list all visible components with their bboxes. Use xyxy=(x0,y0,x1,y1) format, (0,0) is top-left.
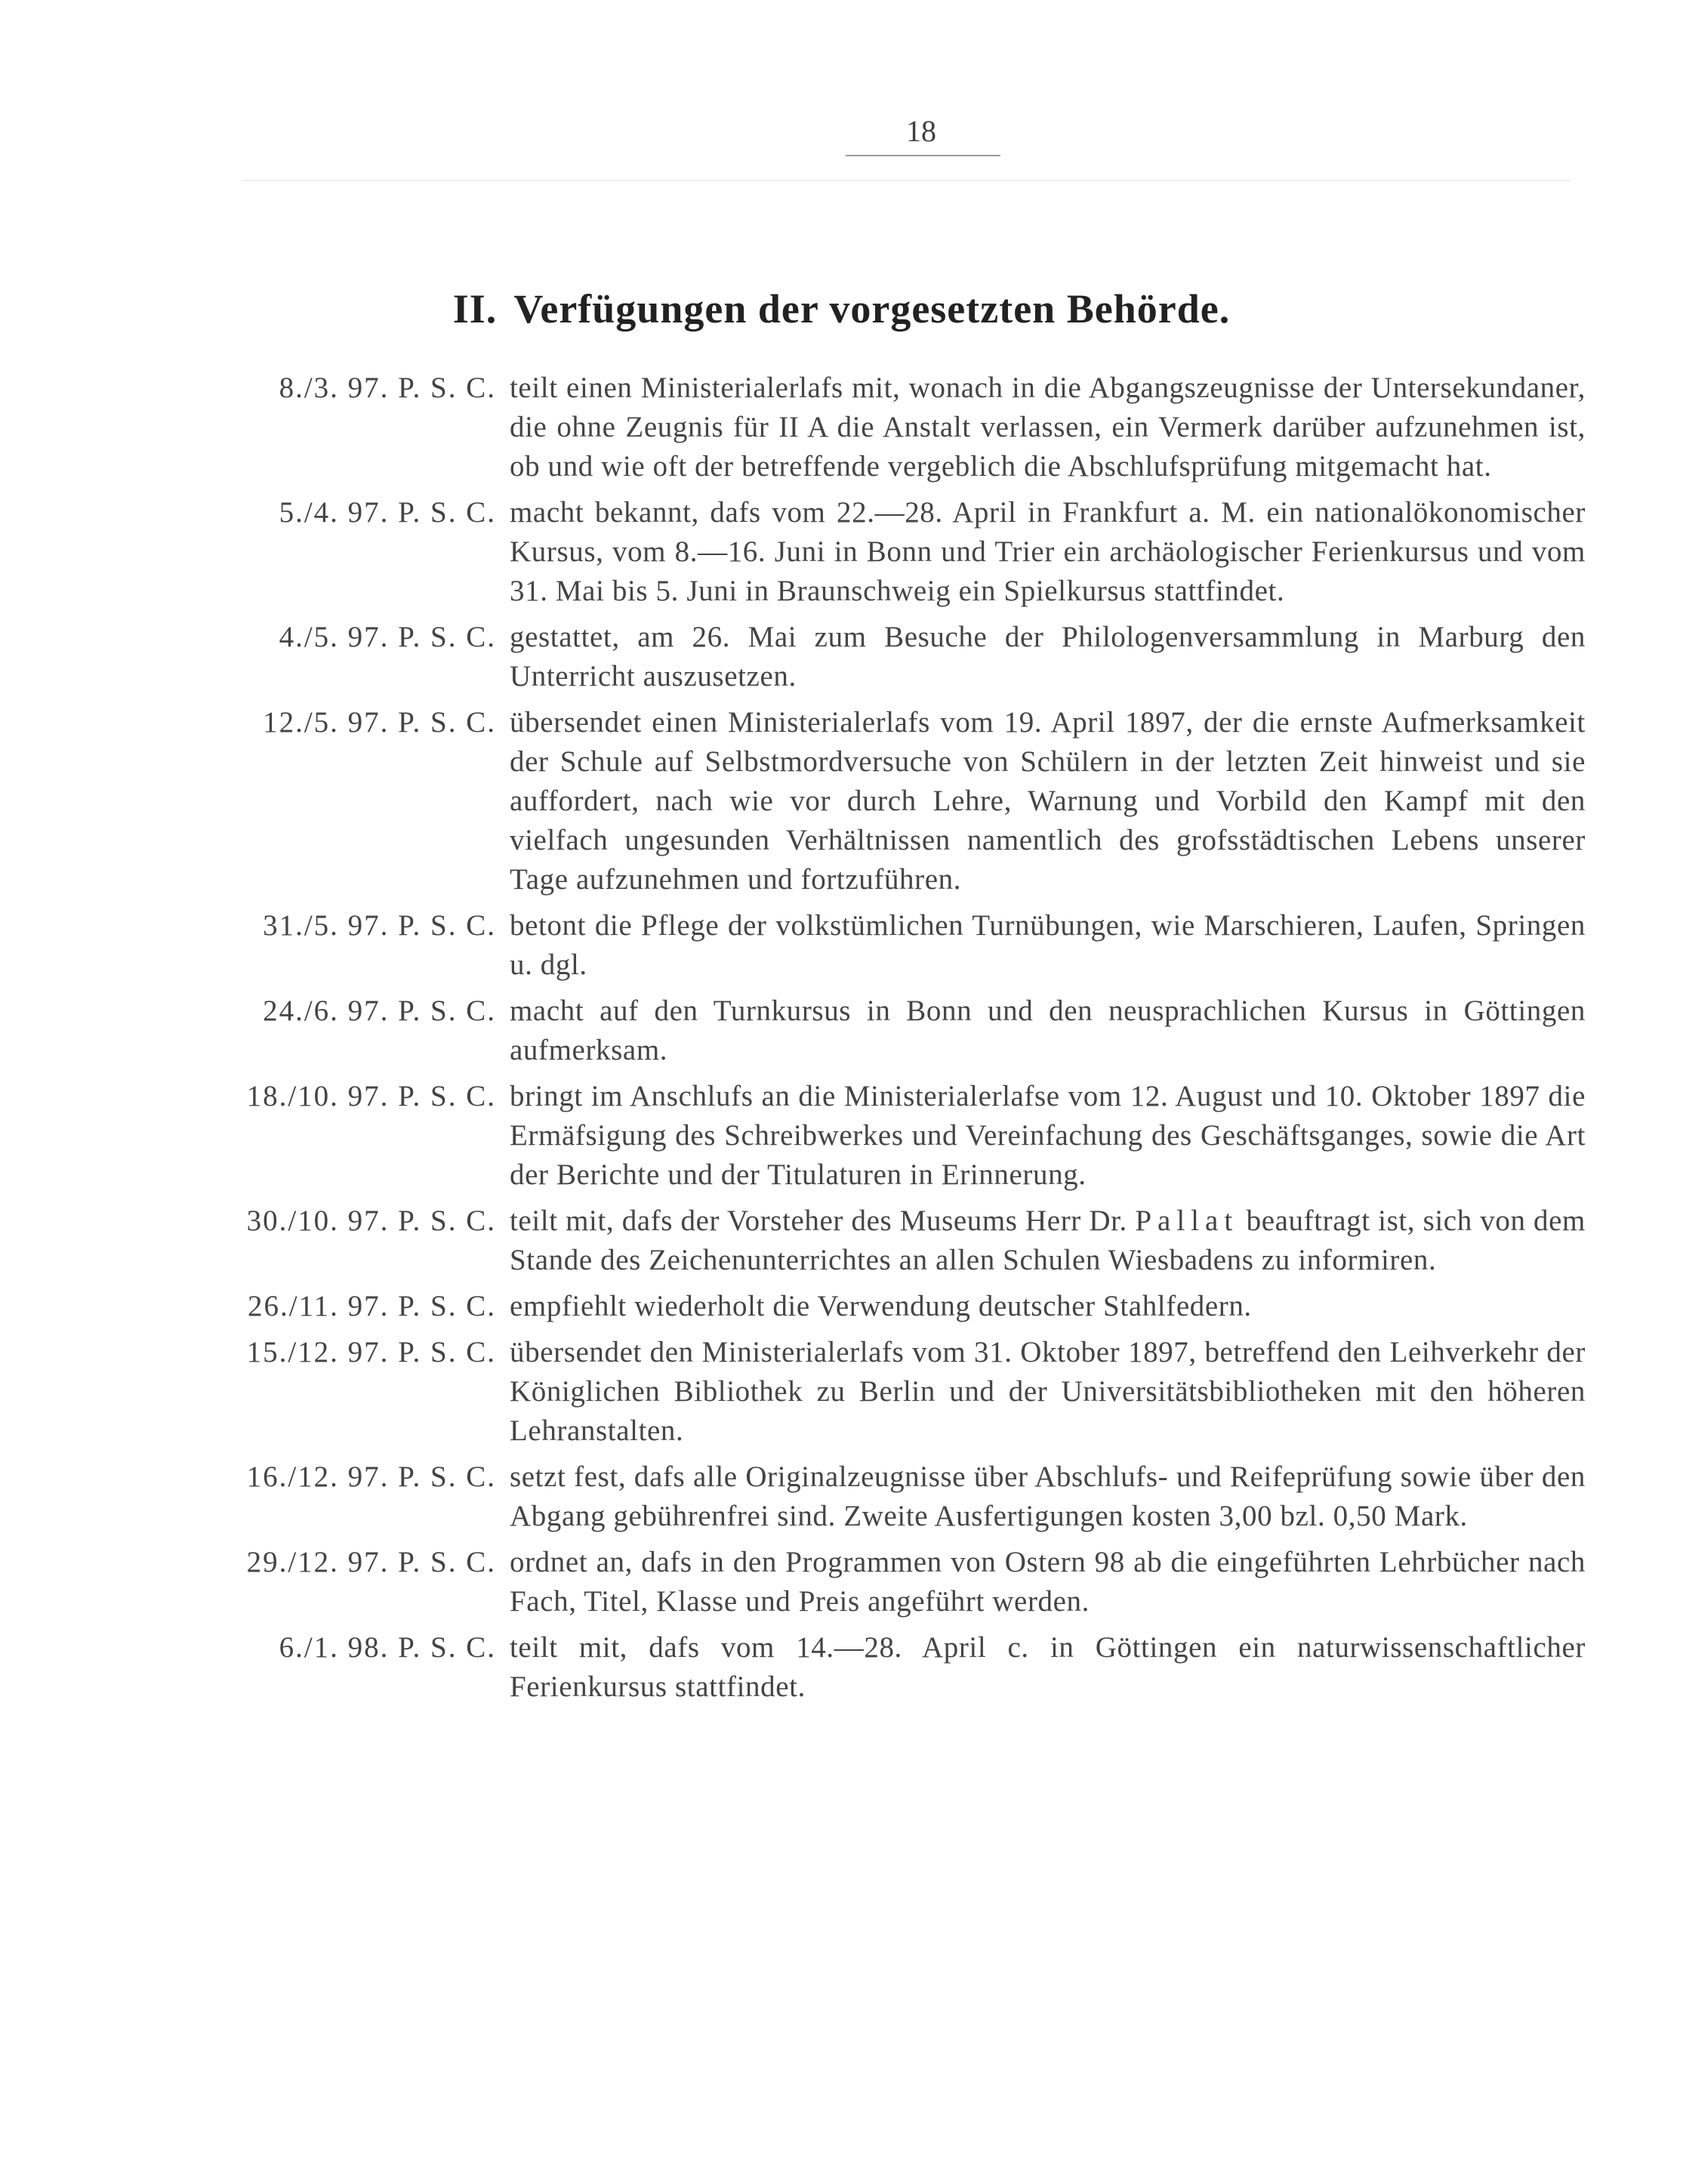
entry-date: 15./12. 97. P. S. C. xyxy=(246,1336,496,1368)
decree-entry xyxy=(227,1333,1586,1451)
decree-entry xyxy=(227,703,1586,899)
entry-text: gestattet, am 26. Mai zum Besuche der Philologenversammlung in Marburg den Unterricht auszusetzen. xyxy=(510,621,1586,693)
entry-date: 30./10. 97. P. S. C. xyxy=(246,1205,496,1237)
entry-date: 18./10. 97. P. S. C. xyxy=(246,1080,496,1112)
entry-date: 4./5. 97. P. S. C. xyxy=(279,621,496,653)
page-number-rule xyxy=(846,155,1000,156)
decree-entry xyxy=(227,1628,1586,1707)
decree-entry xyxy=(227,1077,1586,1195)
page-number: 18 xyxy=(906,114,936,148)
entry-text xyxy=(510,1202,1586,1280)
section-heading xyxy=(0,285,1683,332)
entry-text: macht bekannt, dafs vom 22.—28. April in Frankfurt a. M. ein nationalökonomischer Kursus, vom 8.—16. Juni in Bonn und Trier ein archäologischer Ferienkursus und vom 31. Mai bis 5. Juni in Braunschweig ein Spielkursus stattfindet. xyxy=(510,496,1586,607)
entry-text: ordnet an, dafs in den Programmen von Ostern 98 ab die eingeführten Lehrbücher nach Fach, Titel, Klasse und Preis angeführt werden. xyxy=(510,1546,1586,1618)
section-title: Verfügungen der vorgesetzten Behörde. xyxy=(513,286,1231,332)
decree-entry xyxy=(227,992,1586,1070)
decree-entry xyxy=(227,1458,1586,1536)
entry-date: 12./5. 97. P. S. C. xyxy=(263,706,496,739)
entry-date: 26./11. 97. P. S. C. xyxy=(248,1290,496,1322)
entry-date: 6./1. 98. P. S. C. xyxy=(279,1631,496,1664)
entry-text: teilt einen Ministerialerlafs mit, wonach in die Abgangszeugnisse der Untersekundaner, die ohne Zeugnis für II A die Anstalt verlassen, ein Vermerk darüber aufzunehmen ist, ob und wie oft der betreffende vergeblich die Abschlufsprüfung mitgemacht hat. xyxy=(510,372,1586,483)
entry-text: betont die Pflege der volkstümlichen Turnübungen, wie Marschieren, Laufen, Springen u. dgl. xyxy=(510,909,1586,981)
entry-text: übersendet einen Ministerialerlafs vom 19. April 1897, der die ernste Aufmerksamkeit der Schule auf Selbstmordversuche von Schülern in der letzten Zeit hinweist und sie auffordert, nach wie vor durch Lehre, Warnung und Vorbild den Kampf mit den vielfach ungesunden Verhältnissen namentlich des grofsstädtischen Lebens unserer Tage aufzunehmen und fortzuführen. xyxy=(510,706,1586,896)
decree-entry xyxy=(227,1202,1586,1280)
entry-date: 31./5. 97. P. S. C. xyxy=(263,909,496,942)
decree-entry xyxy=(227,369,1586,486)
entry-text-after: beauftragt ist, sich von dem Stande des Zeichenunterrichtes an allen Schulen Wiesbadens zu informiren. xyxy=(510,1205,1586,1276)
entry-text: bringt im Anschlufs an die Ministerialerlafse vom 12. August und 10. Oktober 1897 die Ermäfsigung des Schreibwerkes und Vereinfachung des Geschäftsganges, sowie die Art der Berichte und der Titulaturen in Erinnerung. xyxy=(510,1080,1586,1191)
entry-date: 29./12. 97. P. S. C. xyxy=(246,1546,496,1578)
decree-list xyxy=(227,369,1586,1714)
bleed-through-rule xyxy=(242,180,1570,181)
entry-date: 24./6. 97. P. S. C. xyxy=(263,995,496,1027)
entry-text: setzt fest, dafs alle Originalzeugnisse über Abschlufs- und Reifeprüfung sowie über den Abgang gebührenfrei sind. Zweite Ausfertigungen kosten 3,00 bzl. 0,50 Mark. xyxy=(510,1461,1586,1532)
entry-text: macht auf den Turnkursus in Bonn und den neusprachlichen Kursus in Göttingen aufmerksam. xyxy=(510,995,1586,1066)
entry-text-before: teilt mit, dafs der Vorsteher des Museums Herr Dr. xyxy=(510,1205,1127,1237)
entry-text: übersendet den Ministerialerlafs vom 31. Oktober 1897, betreffend den Leihverkehr der Königlichen Bibliothek zu Berlin und der Universitätsbibliotheken mit den höheren Lehranstalten. xyxy=(510,1336,1586,1447)
decree-entry xyxy=(227,1287,1586,1326)
decree-entry xyxy=(227,493,1586,611)
entry-date: 16./12. 97. P. S. C. xyxy=(246,1461,496,1493)
section-number: II. xyxy=(452,286,498,332)
entry-text: teilt mit, dafs vom 14.—28. April c. in Göttingen ein naturwissenschaftlicher Ferienkursus stattfindet. xyxy=(510,1631,1586,1703)
entry-date: 5./4. 97. P. S. C. xyxy=(279,496,496,529)
spaced-name: Pallat xyxy=(1135,1205,1239,1237)
decree-entry xyxy=(227,906,1586,985)
decree-entry xyxy=(227,1543,1586,1621)
entry-text: empfiehlt wiederholt die Verwendung deutscher Stahlfedern. xyxy=(510,1290,1252,1322)
decree-entry xyxy=(227,618,1586,696)
entry-date: 8./3. 97. P. S. C. xyxy=(279,372,496,404)
